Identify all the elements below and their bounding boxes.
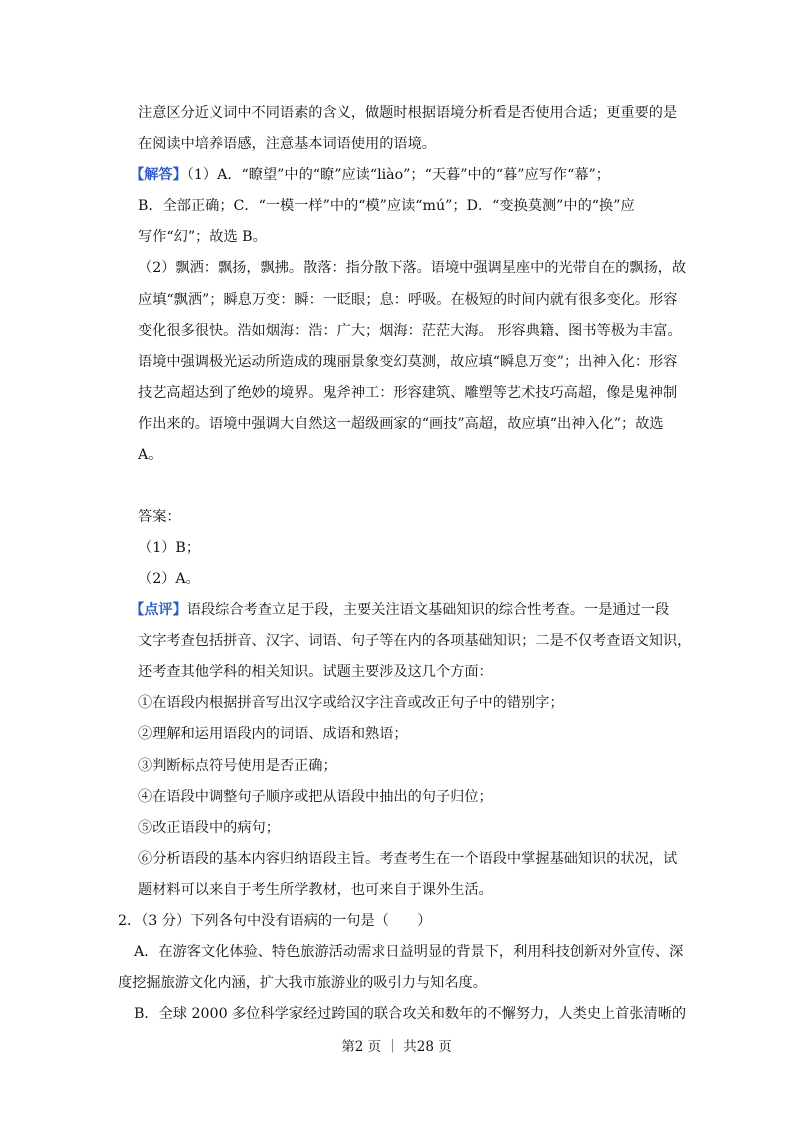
comment-point-2: ②理解和运用语段内的词语、成语和熟语； (138, 726, 408, 742)
answer-part2-line-7: A。 (138, 447, 163, 463)
comment-line-2: 文字考查包括拼音、汉字、词语、句子等在内的各项基础知识；二是不仅考查语文知识， (138, 633, 692, 649)
explain-line-1: 注意区分近义词中不同语素的含义，做题时根据语境分析看是否使用合适；更重要的是 (138, 105, 678, 121)
question-2-option-a-line-1: A．在游客文化体验、特色旅游活动需求日益明显的背景下，利用科技创新对外宣传、深 (134, 944, 684, 960)
comment-point-5: ⑤改正语段中的病句； (138, 820, 280, 836)
answer-part2-line-3: 变化很多很快。浩如烟海：浩：广大；烟海：茫茫大海。 形容典籍、图书等极为丰富。 (138, 323, 682, 339)
answer-part2-line-1: （2）飘洒：飘扬，飘拂。散落：指分散下落。语境中强调星座中的光带自在的飘扬，故 (138, 260, 687, 276)
answer-detail-text: （1）A．“瞭望”中的“瞭”应读“liào”；“天暮”中的“暮”应写作“幕”； (186, 167, 610, 183)
comment-line-3: 还考查其他学科的相关知识。试题主要涉及这几个方面： (138, 664, 493, 680)
comment-line-1 (130, 600, 669, 620)
comment-point-6: ⑥分析语段的基本内容归纳语段主旨。考查考生在一个语段中掌握基础知识的状况，试 (138, 851, 678, 867)
question-2-option-b-line-1: B．全球 2000 多位科学家经过跨国的联合攻关和数年的不懈努力，人类史上首张清晰的 (134, 1006, 687, 1022)
answer-part2-line-4: 语境中强调极光运动所造成的瑰丽景象变幻莫测，故应填“瞬息万变”；出神入化：形容 (138, 354, 678, 370)
answer-part2-line-5: 技艺高超达到了绝妙的境界。鬼斧神工：形容建筑、雕塑等艺术技巧高超，像是鬼神制 (138, 385, 678, 401)
answer-part2-line-6: 作出来的。语境中强调大自然这一超级画家的“画技”高超，故应填“出神入化”；故选 (138, 416, 664, 432)
explain-line-2: 在阅读中培养语感，注意基本词语使用的语境。 (138, 136, 436, 152)
question-2-stem: 2．（3 分）下列各句中没有语病的一句是（ ） (118, 913, 432, 929)
answer-part2-line-2: 应填“飘洒”；瞬息万变：瞬：一眨眼；息：呼吸。在极短的时间内就有很多变化。形容 (138, 292, 678, 308)
comment-point-6-cont: 题材料可以来自于考生所学教材，也可来自于课外生活。 (138, 882, 493, 898)
page-footer: 第2 页 ｜ 共28 页 (341, 1039, 452, 1055)
comment-first-text: 语段综合考查立足于段，主要关注语文基础知识的综合性考查。一是通过一段 (186, 602, 670, 618)
answer-detail-line-1 (130, 165, 610, 185)
answer-detail-line-2: B．全部正确；C．“一模一样”中的“模”应读“mú”；D．“变换莫测”中的“换”应 (138, 198, 635, 214)
comment-tag: 【点评】 (130, 602, 187, 618)
question-2-option-a-line-2: 度挖掘旅游文化内涵，扩大我市旅游业的吸引力与知名度。 (118, 975, 487, 991)
answers-label: 答案： (138, 509, 181, 525)
comment-point-1: ①在语段内根据拼音写出汉字或给汉字注音或改正句子中的错别字； (138, 695, 564, 711)
comment-point-4: ④在语段中调整句子顺序或把从语段中抽出的句子归位； (138, 789, 493, 805)
answer-detail-tag: 【解答】 (130, 167, 187, 183)
answer-item-1: （1）B； (138, 540, 201, 556)
comment-point-3: ③判断标点符号使用是否正确； (138, 758, 337, 774)
answer-item-2: （2）A。 (138, 571, 200, 587)
answer-detail-line-3: 写作“幻”；故选 B。 (138, 229, 267, 245)
